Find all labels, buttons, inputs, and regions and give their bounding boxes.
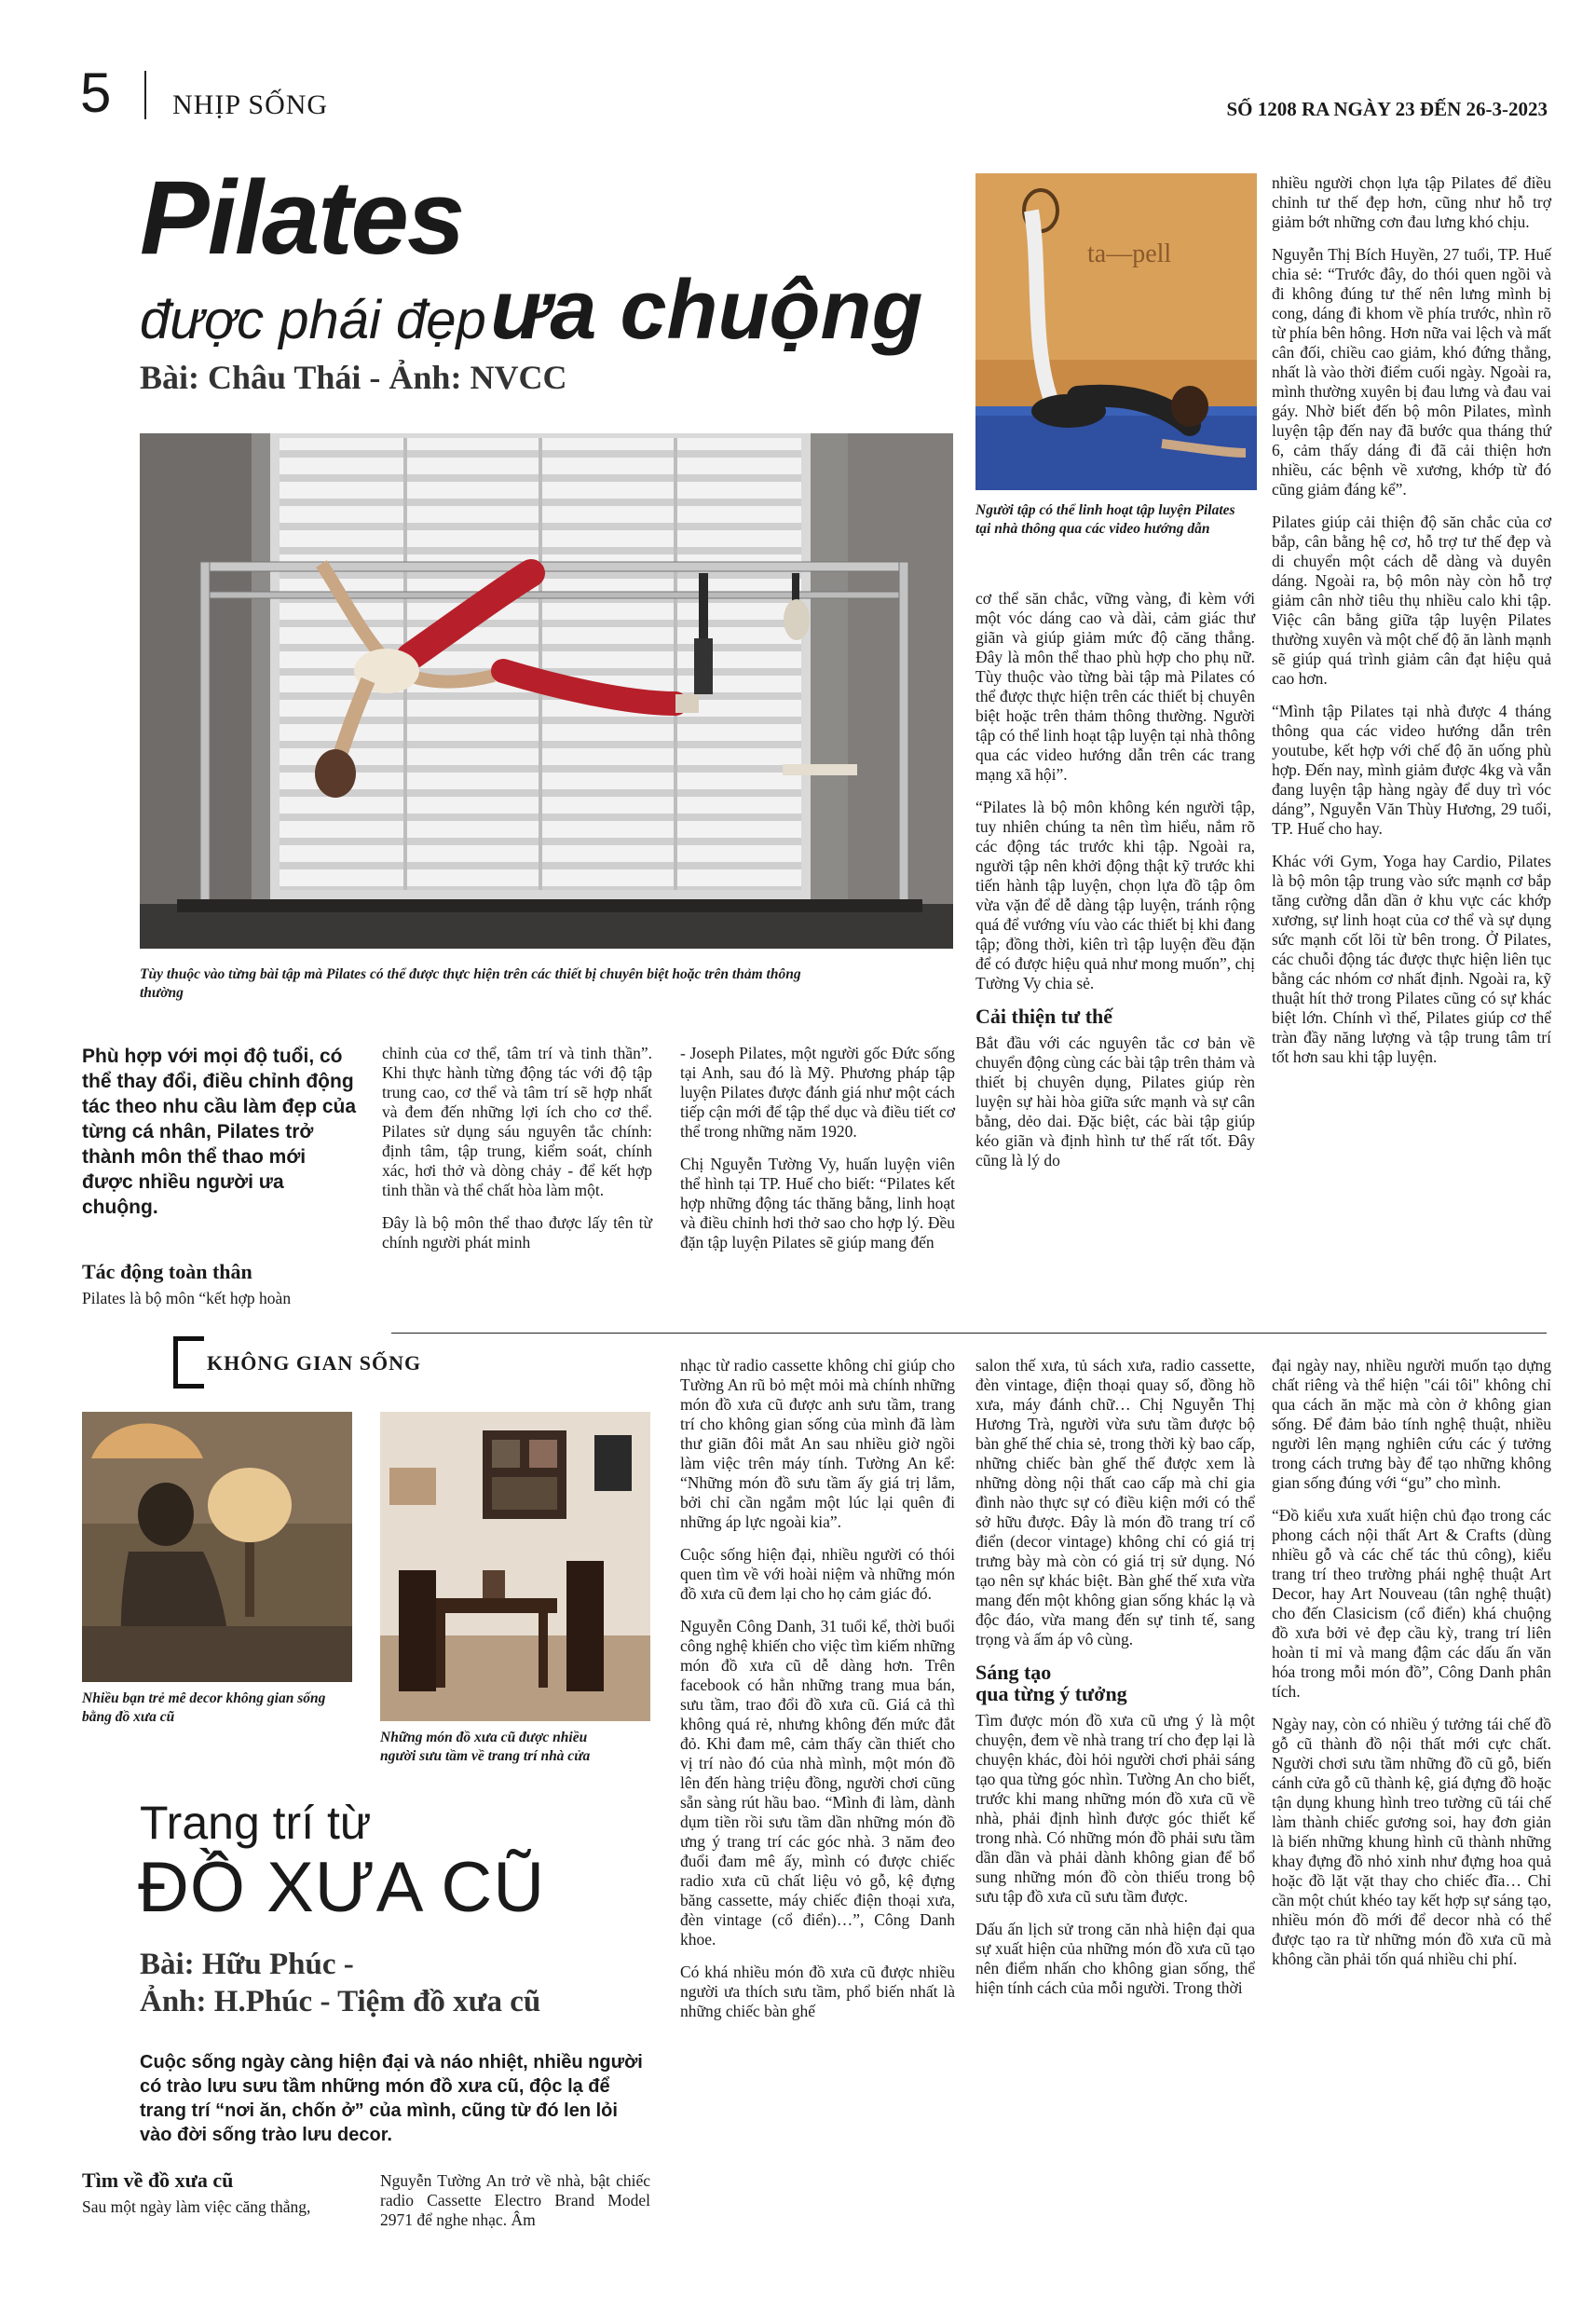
photo-vintage-room	[380, 1412, 650, 1721]
header-divider	[144, 71, 146, 119]
article2-column-5	[1272, 1356, 1551, 1982]
article2-title-line1: Trang trí từ	[140, 1797, 372, 1849]
paragraph: “Mình tập Pilates tại nhà được 4 tháng thông qua các video hướng dẫn trên youtube, kết hợp với chế độ ăn uống phù hợp. Đến nay, mình giảm được 4kg và vẫn đang luyện tập hàng ngày để duy trì vóc dáng”, Nguyễn Văn Thùy Hương, 29 tuổi, TP. Huế cho hay.	[1272, 702, 1551, 838]
paragraph: Pilates là bộ môn “kết hợp hoàn	[82, 1289, 292, 1307]
paragraph: Chị Nguyễn Tường Vy, huấn luyện viên thể hình tại TP. Huế cho biết: “Pilates kết hợp những động tác thăng bằng, linh hoạt và điều chỉnh hơi thở sao cho hợp lý. Đều đặn tập luyện Pilates sẽ giúp mang đến	[680, 1155, 955, 1252]
article2-column-3	[680, 1356, 955, 2034]
photo2-caption: Những món đồ xưa cũ được nhiều người sưu tầm về trang trí nhà cửa	[380, 1730, 591, 1764]
photo1-caption: Nhiều bạn trẻ mê decor không gian sống bằng đồ xưa cũ	[82, 1690, 326, 1725]
paragraph: salon thế xưa, tủ sách xưa, radio cassette, đèn vintage, điện thoại quay số, đồng hồ xưa, máy đánh chữ… Chị Nguyễn Thị Hương Trà, người vừa sưu tầm được bộ bàn ghế thế chia sẻ, trong thời kỳ bao cấp, những chiếc bàn ghế thế được xem là những dòng nội thất cao cấp mà chỉ gia đình nào thực sự có điều kiện mới có thể sở hữu được. Đây là món đồ trang trí cổ điển (decor vintage) không chỉ có giá trị trưng bày mà còn có giá trị sử dụng. Nó tạo nên sự khác biệt. Bàn ghế thế xưa vừa mang đến một không gian sống khác lạ và độc đáo, vừa mang đến sự tinh tế, sang trọng và ấm áp vô cùng.	[975, 1356, 1255, 1648]
paragraph: Khác với Gym, Yoga hay Cardio, Pilates là bộ môn tập trung vào sức mạnh cơ bắp tăng cường dẫn dần ở khu vực các khớp xương, sự linh hoạt của cơ thể và sự dụng sức mạnh cốt lõi từ bên trong. Ở Pilates, các chuỗi động tác được thực hiện liên tục bằng các nhóm cơ nhất định. Ngoài ra, kỹ thuật hít thở trong Pilates cũng có sự khác biệt lớn. Chính vì thế, Pilates giúp cơ thể tràn đầy năng lượng và tập trung tâm trí tốt hơn sau khi tập luyện.	[1272, 852, 1551, 1066]
paragraph: - Joseph Pilates, một người gốc Đức sống tại Anh, sau đó là Mỹ. Phương pháp tập luyện Pilates được đánh giá như một cách tiếp cận mới để tập thể dục và điều tiết cơ thể trong những năm 1920.	[680, 1044, 955, 1141]
page-number: 5	[80, 62, 112, 124]
paragraph: cơ thể săn chắc, vững vàng, đi kèm với một vóc dáng cao và dài, cảm giác thư giãn và giúp giảm mức độ căng thẳng. Đây là môn thể thao phù hợp cho phụ nữ. Tùy thuộc vào từng bài tập mà Pilates có thể được thực hiện trên các thiết bị chuyên biệt hoặc trên thảm thông thường. Người tập có thể linh hoạt tập luyện tại nhà thông qua các video hướng dẫn trên các trang mạng xã hội”.	[975, 589, 1255, 784]
subheading-sang-tao: Sáng tạo	[975, 1661, 1052, 1684]
article-byline: Bài: Châu Thái - Ảnh: NVCC	[140, 359, 567, 396]
paragraph: Đây là bộ môn thể thao được lấy tên từ chính người phát minh	[382, 1213, 652, 1252]
article-divider	[391, 1333, 1547, 1334]
article1-column-4	[975, 589, 1255, 1183]
paragraph: đại ngày nay, nhiều người muốn tạo dựng chất riêng và thể hiện "cái tôi" không chỉ qua cách ăn mặc mà còn ở không gian sống. Để đảm bảo tính nghệ thuật, nhiều người lên mạng nghiên cứu các ý tưởng trong cách trưng bày để tạo những không gian sống đúng với “gu” cho mình.	[1272, 1356, 1551, 1492]
subheading-tim-ve: Tìm về đồ xưa cũ	[82, 2168, 234, 2192]
article1-column-3	[680, 1044, 955, 1265]
paragraph: “Pilates là bộ môn không kén người tập, tuy nhiên chúng ta nên tìm hiểu, nắm rõ các động tác trước khi tập. Ngoài ra, người tập nên khởi động thật kỹ trước khi tiến hành tập luyện, chọn lựa đồ tập ôm vừa vặn để dễ dàng tập luyện, tránh rộng quá để vướng víu vào các thiết bị khi đang tập; đồng thời, kiên trì tập luyện đều đặn để có được hiệu quả như mong muốn”, chị Tường Vy chia sẻ.	[975, 798, 1255, 992]
article1-column-2	[382, 1044, 652, 1265]
article2-title-line2: ĐỒ XƯA CŨ	[138, 1848, 546, 1927]
photo-decor-woman	[82, 1412, 352, 1682]
paragraph: chỉnh của cơ thể, tâm trí và tinh thần”. Khi thực hành từng động tác với độ tập trung cao, cơ thể và tâm trí sẽ hợp nhất và đem đến những lợi ích cho cơ thể. Pilates sử dụng sáu nguyên tắc chính: định tâm, tập trung, kiểm soát, chính xác, hơi thở và dòng chảy - để kết hợp tinh thần và thể chất hòa làm một.	[382, 1044, 652, 1199]
pilates-cadillac-illustration	[140, 433, 953, 949]
paragraph: Pilates giúp cải thiện độ săn chắc của cơ bắp, cân bằng hệ cơ, hỗ trợ tư thế đẹp và di chuyển một cách dễ dàng và duyên dáng. Ngoài ra, bộ môn này còn hỗ trợ giảm cân nhờ tiêu thụ nhiều calo khi tập. Việc cân bằng giữa tập luyện Pilates thường xuyên và một chế độ ăn lành mạnh sẽ giúp quá trình giảm cân đạt hiệu quả cao hơn.	[1272, 513, 1551, 688]
article1-column-5	[1272, 173, 1551, 1080]
subheading-sang-tao-line2: qua từng ý tưởng	[975, 1682, 1127, 1705]
paragraph: “Đồ kiểu xưa xuất hiện chủ đạo trong các phong cách nội thất Art & Crafts (dùng nhiều gỗ và các chế tác thủ công), kiểu trang trí theo trường phái nghệ thuật Art Decor, hay Art Nouveau (tân nghệ thuật) cho đến Clasicism (cổ điển) khá chuộng đồ xưa bởi vẻ đẹp cầu kỳ, trang trí liên hoàn tỉ mỉ và mang đậm các dấu ấn văn hóa trong mỗi món đồ”, Công Danh phân tích.	[1272, 1506, 1551, 1701]
paragraph: Có khá nhiều món đồ xưa cũ được nhiều người ưa thích sưu tầm, phổ biến nhất là những chiếc bàn ghế	[680, 1963, 955, 2020]
subtitle-bold: ưa chuộng	[490, 264, 923, 357]
paragraph: Dấu ấn lịch sử trong căn nhà hiện đại qua sự xuất hiện của những món đồ xưa cũ tạo nên điểm nhấn cho không gian sống, thể hiện tính cách của mỗi người. Trong thời	[975, 1920, 1255, 1997]
pilates-mat-illustration	[975, 173, 1257, 490]
vintage-room-illustration	[380, 1412, 650, 1721]
decor-woman-illustration	[82, 1412, 352, 1682]
svg-text:ta—pell: ta—pell	[1087, 239, 1172, 268]
paragraph: Nguyễn Công Danh, 31 tuổi kể, thời buổi công nghệ khiến cho việc tìm kiếm những món đồ xưa cũ dễ dàng hơn. Trên facebook có hẳn những trang mua bán, sưu tầm, trao đổi đồ xưa cũ. Giá cả thì không quá rẻ, nhưng không đến mức đắt đỏ. Khi đam mê, cảm thấy cần thiết cho vị trí nào đó của nhà mình, một món đồ lên đến hàng triệu đồng, người chơi cũng sẵn sàng rút hầu bao. “Mình đi làm, dành dụm tiền rồi sưu tầm dần những món đồ ưng ý trang trí các góc nhà. 3 năm đeo đuổi đam mê ấy, mình có được chiếc radio xưa cũ chất liệu vỏ gỗ, kệ đựng băng cassette, máy chiếc điện thoại xưa, đèn vintage (cổ điển)…”, Công Danh khoe.	[680, 1617, 955, 1949]
article2-byline-line2: Ảnh: H.Phúc - Tiệm đồ xưa cũ	[140, 1985, 541, 2018]
article2-lead: Cuộc sống ngày càng hiện đại và náo nhiệt, nhiều người có trào lưu sưu tầm những món đồ xưa cũ, độc lạ để trang trí “nơi ăn, chốn ở” của mình, cũng từ đó len lỏi vào đời sống trào lưu decor.	[140, 2052, 643, 2145]
paragraph: Nguyễn Tường An trở về nhà, bật chiếc radio Cassette Electro Brand Model 2971 để nghe nhạc. Âm	[380, 2171, 650, 2229]
article1-lead: Phù hợp với mọi độ tuổi, có thể thay đổi, điều chỉnh động tác theo nhu cầu làm đẹp của từng cá nhân, Pilates trở thành môn thể thao mới được nhiều người ưa chuộng.	[82, 1046, 357, 1218]
article-title: Pilates	[140, 159, 464, 276]
side-photo-pilates-mat	[975, 173, 1257, 490]
article-subtitle	[140, 263, 922, 359]
main-photo-pilates-cadillac	[140, 433, 953, 949]
subheading-cai-thien: Cải thiện tư thế	[975, 1005, 1113, 1028]
paragraph: Sau một ngày làm việc căng thẳng,	[82, 2197, 311, 2216]
article2-column-2	[380, 2171, 650, 2243]
paragraph: nhiều người chọn lựa tập Pilates để điều chỉnh tư thế đẹp hơn, cũng như hỗ trợ giảm bớt những cơn đau lưng khó chịu.	[1272, 173, 1551, 231]
paragraph: Cuộc sống hiện đại, nhiều người có thói quen tìm về với hoài niệm và những món đồ xưa cũ đem lại cho họ cảm giác đó.	[680, 1545, 955, 1603]
paragraph: Tìm được món đồ xưa cũ ưng ý là một chuyện, đem về nhà trang trí cho đẹp lại là chuyện khác, đòi hỏi người chơi phải sáng tạo qua từng góc nhìn. Tường An cho biết, trước khi mang những món đồ xưa cũ về nhà, phải định hình được góc thiết kế trong nhà. Có những món đồ phải sưu tầm dần dần và phải dành không gian để bổ sung những món đồ còn thiếu trong bộ sưu tập đồ xưa cũ sưu tầm được.	[975, 1711, 1255, 1906]
section-name: NHỊP SỐNG	[172, 89, 329, 120]
paragraph: Bắt đầu với các nguyên tắc cơ bản về chuyển động cùng các bài tập trên thảm và thiết bị chuyên dụng, Pilates giúp rèn luyện sự hài hòa giữa sức mạnh và sự cân bằng, dẻo dai. Đặc biệt, các bài tập giúp kéo giãn và định hình tư thế rất tốt. Đây cũng là lý do	[975, 1033, 1255, 1170]
article1-column-1	[82, 1249, 361, 1321]
issue-info: SỐ 1208 RA NGÀY 23 ĐẾN 26-3-2023	[1226, 98, 1548, 120]
subheading-tac-dong: Tác động toàn thân	[82, 1260, 252, 1283]
paragraph: Nguyễn Thị Bích Huyền, 27 tuổi, TP. Huế chia sẻ: “Trước đây, do thói quen ngồi và đi không đúng tư thế nên lưng mình bị cong, dáng đi khom về phía trước, nhìn rõ từ phía bên hông. Hơn nữa vai lệch và mất cân đối, chiều cao giảm, khó đứng thẳng, nhất là vào thời điểm cuối ngày. Ngoài ra, mình thường xuyên bị đau lưng và đau vai gáy. Nhờ biết đến bộ môn Pilates, mình luyện tập đến nay đã bước qua tháng thứ 6, cảm thấy dáng đi đã cải thiện hơn nhiều, các bệnh về xương, khớp từ đó cũng giảm đáng kể”.	[1272, 245, 1551, 499]
article2-column-4	[975, 1356, 1255, 2011]
main-photo-caption: Tùy thuộc vào từng bài tập mà Pilates có thể được thực hiện trên các thiết bị chuyên biệt hoặc trên thảm thông thường	[140, 966, 801, 1001]
section-label-box	[173, 1336, 204, 1389]
paragraph: Ngày nay, còn có nhiều ý tưởng tái chế đồ gỗ cũ thành đồ nội thất mới cực chất. Người chơi sưu tầm những đồ cũ gỗ, biến cánh cửa gỗ cũ thành kệ, giá đựng đồ hoặc tận dụng khung hình treo tường cũ tái chế làm thành chiếc gương soi, hay đơn giản là biến những khung hình cũ thành những khay đựng đồ nhỏ xinh như đựng hoa quả hoặc đồ lặt vặt thay cho chiếc đĩa… Chỉ cần một chút khéo tay kết hợp sự sáng tạo, nhiều món đồ mới để decor nhà có thể được tạo ra từ những món đồ xưa cũ mà không cần phải tốn quá nhiều chi phí.	[1272, 1715, 1551, 1968]
subtitle-light: được phái đẹp	[140, 290, 486, 350]
section-label: KHÔNG GIAN SỐNG	[207, 1351, 422, 1375]
paragraph: nhạc từ radio cassette không chỉ giúp cho Tường An rũ bỏ mệt mỏi mà chính những món đồ xưa cũ được anh sưu tầm, trang trí cho không gian sống của mình đã làm thư giãn đôi mắt An sau nhiều giờ ngồi làm việc trên máy tính. Tường An kể: “Những món đồ sưu tầm ấy giá trị lắm, bởi chỉ cần ngắm một lúc lại quên đi những áp lực ngoài kia”.	[680, 1356, 955, 1531]
side-photo-caption: Người tập có thể linh hoạt tập luyện Pilates tại nhà thông qua các video hướng dẫn	[975, 502, 1235, 537]
article2-column-1	[82, 2157, 361, 2230]
article2-byline-line1: Bài: Hữu Phúc -	[140, 1948, 354, 1981]
